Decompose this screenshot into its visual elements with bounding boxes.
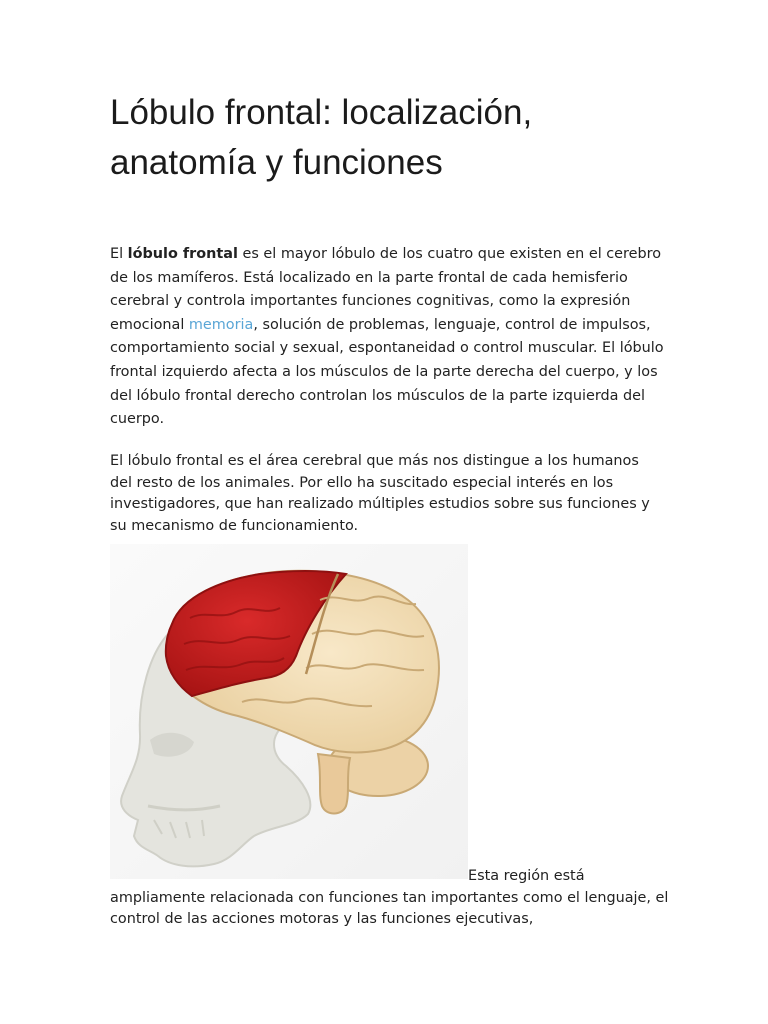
paragraph-intro: [110, 243, 665, 432]
intro-text-start: El: [110, 246, 128, 262]
paragraph-distinction: El lóbulo frontal es el área cerebral que más nos distingue a los humanos del resto de los animales. Por ello ha suscitado especial interés en los investigadores, que han realizado múltiples estudios sobre sus funciones y su mecanismo de funcionamiento.: [110, 453, 650, 535]
intro-text-end: , solución de problemas, lenguaje, control de impulsos, comportamiento social y sexual, espontaneidad o control muscular. El lóbulo frontal izquierdo afecta a los músculos de la parte derecha del cuerpo, y los del lóbulo frontal derecho controlan los músculos de la parte izquierda del cuerpo.: [110, 316, 664, 428]
page-title: Lóbulo frontal: localización, anatomía y funciones: [110, 93, 533, 182]
memoria-link[interactable]: memoria: [188, 316, 254, 333]
bold-term: lóbulo frontal: [127, 246, 238, 262]
brain-frontal-lobe-icon: [110, 544, 468, 879]
paragraph-functions: Esta región está ampliamente relacionada con funciones tan importantes como el lenguaje, el control de las acciones motoras y las funciones ejecutivas,: [110, 868, 669, 927]
brainstem-shape: [318, 754, 350, 814]
brain-figure: [110, 544, 468, 879]
intro-text-middle: es el mayor lóbulo de los cuatro que existen en el cerebro de los mamíferos. Está localizado en la parte frontal de cada hemisferio cerebral y controla importantes funciones cognitivas, como la expresión emocional: [110, 246, 662, 333]
